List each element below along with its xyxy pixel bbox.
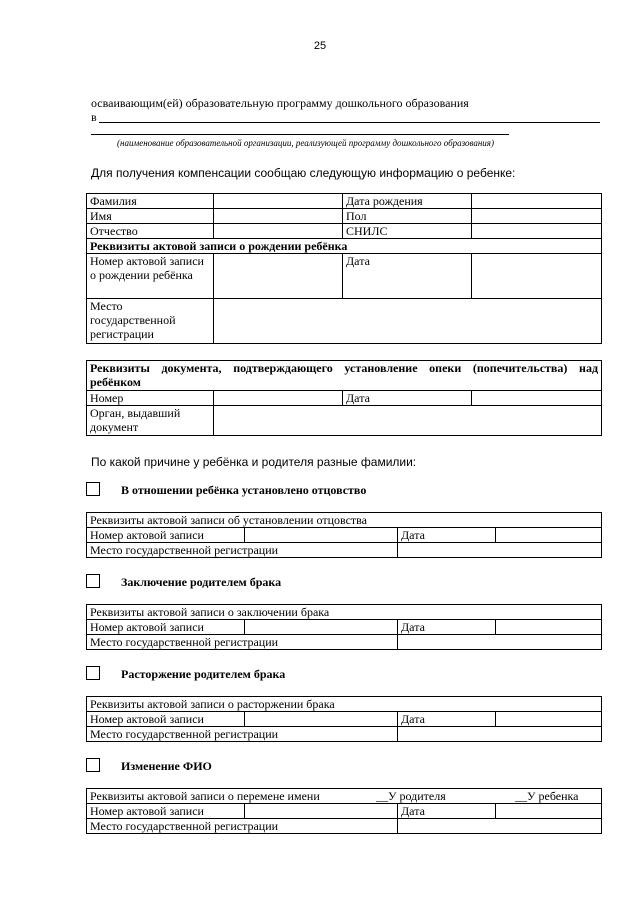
divorce-table: [86, 696, 602, 742]
patronymic-label: Отчество: [87, 224, 214, 239]
name-change-checkbox[interactable]: [86, 758, 100, 772]
name-change-date-label: Дата: [398, 804, 496, 819]
divorce-label: Расторжение родителем брака: [121, 667, 286, 681]
snils-label: СНИЛС: [343, 224, 472, 239]
birth-record-date-label: Дата: [343, 254, 472, 299]
marriage-place-label: Место государственной регистрации: [87, 635, 398, 650]
sex-label: Пол: [343, 209, 472, 224]
guardianship-number-label: Номер: [87, 391, 214, 406]
name-change-record-number-label: Номер актовой записи: [87, 804, 245, 819]
sex-field[interactable]: [472, 209, 602, 224]
name-label: Имя: [87, 209, 214, 224]
parent-option[interactable]: __У родителя: [376, 789, 446, 803]
child-option[interactable]: __У ребенка: [515, 789, 579, 803]
marriage-record-number-label: Номер актовой записи: [87, 620, 245, 635]
divorce-header: Реквизиты актовой записи о расторжении брака: [87, 697, 602, 712]
birth-record-date-field[interactable]: [472, 254, 602, 299]
birth-record-number-field[interactable]: [214, 254, 343, 299]
name-change-table: [86, 788, 602, 834]
guardianship-table: [86, 360, 602, 436]
marriage-checkbox[interactable]: [86, 574, 100, 588]
birth-record-header: Реквизиты актовой записи о рождении ребёнка: [87, 239, 602, 254]
guardianship-issuer-label: Орган, выдавший документ: [87, 406, 214, 436]
paternity-place-field[interactable]: [398, 543, 602, 558]
organization-hint: (наименование образовательной организации, реализующей программу дошкольного образования): [117, 138, 494, 148]
paternity-place-label: Место государственной регистрации: [87, 543, 398, 558]
guardianship-date-field[interactable]: [472, 391, 602, 406]
marriage-date-label: Дата: [398, 620, 496, 635]
name-change-label: Изменение ФИО: [121, 759, 212, 773]
paternity-label: В отношении ребёнка установлено отцовство: [121, 483, 367, 497]
divorce-place-label: Место государственной регистрации: [87, 727, 398, 742]
organization-name-field-2[interactable]: [91, 134, 509, 135]
divorce-checkbox[interactable]: [86, 666, 100, 680]
name-change-place-field[interactable]: [398, 819, 602, 834]
registration-place-field[interactable]: [214, 299, 602, 344]
compensation-text: Для получения компенсации сообщаю следующую информацию о ребенке:: [91, 166, 516, 180]
marriage-header: Реквизиты актовой записи о заключении брака: [87, 605, 602, 620]
marriage-place-field[interactable]: [398, 635, 602, 650]
paternity-table: [86, 512, 602, 558]
child-info-table: [86, 193, 602, 344]
divorce-record-number-field[interactable]: [245, 712, 398, 727]
divorce-date-label: Дата: [398, 712, 496, 727]
paternity-record-number-label: Номер актовой записи: [87, 528, 245, 543]
name-change-date-field[interactable]: [496, 804, 602, 819]
registration-place-label: Место государственной регистрации: [87, 299, 214, 344]
paternity-checkbox[interactable]: [86, 482, 100, 496]
divorce-place-field[interactable]: [398, 727, 602, 742]
name-change-header-row: [87, 789, 602, 804]
marriage-label: Заключение родителем брака: [121, 575, 282, 589]
marriage-table: [86, 604, 602, 650]
divorce-record-number-label: Номер актовой записи: [87, 712, 245, 727]
paternity-date-label: Дата: [398, 528, 496, 543]
guardianship-header: Реквизиты документа, подтверждающего установление опеки (попечительства) над ребёнком: [87, 361, 602, 391]
organization-name-field[interactable]: [99, 122, 600, 123]
name-field[interactable]: [214, 209, 343, 224]
guardianship-issuer-field[interactable]: [214, 406, 602, 436]
name-change-place-label: Место государственной регистрации: [87, 819, 398, 834]
marriage-date-field[interactable]: [496, 620, 602, 635]
page-number: 25: [313, 40, 327, 52]
birth-date-label: Дата рождения: [343, 194, 472, 209]
birth-date-field[interactable]: [472, 194, 602, 209]
guardianship-number-field[interactable]: [214, 391, 343, 406]
snils-field[interactable]: [472, 224, 602, 239]
patronymic-field[interactable]: [214, 224, 343, 239]
marriage-record-number-field[interactable]: [245, 620, 398, 635]
paternity-record-number-field[interactable]: [245, 528, 398, 543]
surname-label: Фамилия: [87, 194, 214, 209]
birth-record-number-label: Номер актовой записи о рождении ребёнка: [87, 254, 214, 299]
paternity-date-field[interactable]: [496, 528, 602, 543]
intro-line-1: осваивающим(ей) образовательную программу дошкольного образования: [91, 96, 469, 110]
intro-line-2-prefix: в: [91, 110, 97, 124]
name-change-header: Реквизиты актовой записи о перемене имени: [90, 789, 320, 803]
paternity-header: Реквизиты актовой записи об установлении отцовства: [87, 513, 602, 528]
name-change-record-number-field[interactable]: [245, 804, 398, 819]
reason-question: По какой причине у ребёнка и родителя разные фамилии:: [91, 455, 417, 469]
surname-field[interactable]: [214, 194, 343, 209]
divorce-date-field[interactable]: [496, 712, 602, 727]
guardianship-date-label: Дата: [343, 391, 472, 406]
